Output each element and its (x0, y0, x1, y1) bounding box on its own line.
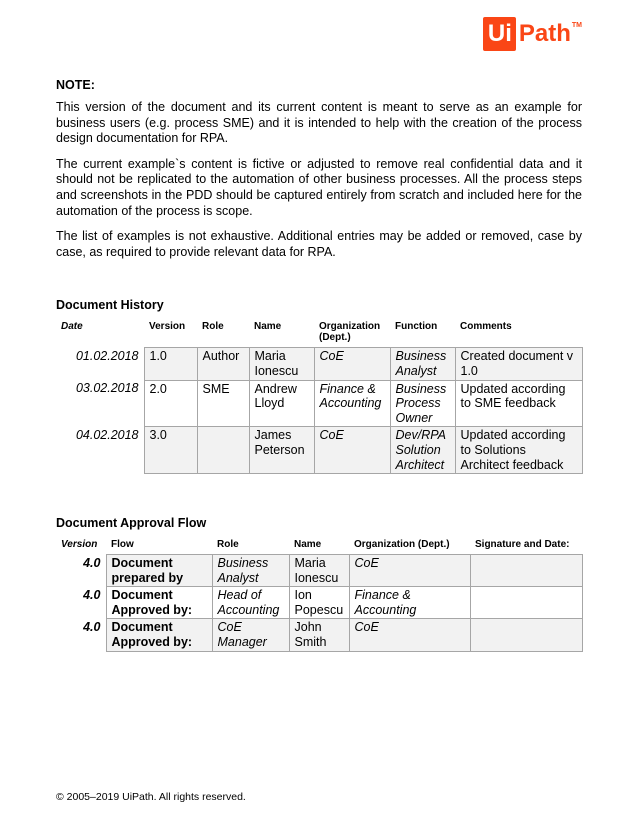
cell-organization: Finance & Accounting (349, 587, 470, 619)
cell-function: Business Analyst (390, 348, 455, 380)
approval-header-row (56, 530, 582, 555)
table-row (56, 587, 582, 619)
cell-organization: CoE (349, 619, 470, 651)
document-history-header-row (56, 312, 582, 348)
cell-date: 01.02.2018 (56, 348, 144, 380)
note-paragraph-2: The current example`s content is fictive or adjusted to remove real confidential data and it should not be replicated to the automation of other business processes. All the process steps and screenshots in the PDD should be captured entirely from scratch and included here for the automation of the process is scope. (56, 156, 582, 218)
copyright-footer: © 2005–2019 UiPath. All rights reserved. (56, 791, 246, 803)
cell-organization: Finance & Accounting (314, 380, 390, 427)
header-name: Name (294, 539, 322, 551)
note-paragraph-3: The list of examples is not exhaustive. Additional entries may be added or removed, case by case, as required to provide relevant data for RPA. (56, 229, 582, 259)
cell-version: 4.0 (56, 587, 106, 619)
header-name: Name (254, 321, 282, 333)
cell-role (197, 427, 249, 474)
document-body (56, 78, 582, 652)
cell-flow: Document Approved by: (106, 619, 212, 651)
cell-comments: Created document v 1.0 (455, 348, 582, 380)
logo-box-text: Ui (483, 17, 516, 51)
cell-version: 4.0 (56, 619, 106, 651)
table-row (56, 427, 582, 474)
cell-signature[interactable] (470, 555, 582, 587)
cell-name: Andrew Lloyd (249, 380, 314, 427)
header-organization: Organization (Dept.) (319, 321, 381, 344)
uipath-logo (483, 17, 582, 51)
header-comments: Comments (460, 321, 512, 333)
document-history-title: Document History (56, 298, 164, 313)
cell-date: 04.02.2018 (56, 427, 144, 474)
approval-flow-table (56, 530, 583, 652)
cell-role: SME (197, 380, 249, 427)
logo-rest-text: Path (518, 20, 571, 47)
header-role: Role (202, 321, 224, 333)
cell-version: 3.0 (144, 427, 197, 474)
document-history-table (56, 312, 583, 474)
header-version: Version (149, 321, 186, 333)
cell-role: Head of Accounting (212, 587, 289, 619)
header-function: Function (395, 321, 438, 333)
header-organization: Organization (Dept.) (354, 539, 450, 551)
cell-version: 4.0 (56, 555, 106, 587)
cell-role: CoE Manager (212, 619, 289, 651)
note-paragraph-1: This version of the document and its current content is meant to serve as an example for business users (e.g. process SME) and it is intended to help with the creation of the process design documentation for RPA. (56, 100, 582, 146)
cell-name: Maria Ionescu (289, 555, 349, 587)
cell-organization: CoE (314, 427, 390, 474)
cell-comments: Updated according to Solutions Architect feedback (455, 427, 582, 474)
note-title: NOTE: (56, 78, 95, 92)
cell-name: Ion Popescu (289, 587, 349, 619)
header-date: Date (61, 321, 83, 333)
table-row (56, 619, 582, 651)
cell-flow: Document prepared by (106, 555, 212, 587)
cell-organization: CoE (314, 348, 390, 380)
header-version: Version (61, 539, 98, 551)
header-role: Role (217, 539, 239, 551)
table-row (56, 348, 582, 380)
table-row (56, 380, 582, 427)
cell-flow: Document Approved by: (106, 587, 212, 619)
cell-version: 1.0 (144, 348, 197, 380)
cell-signature[interactable] (470, 619, 582, 651)
cell-signature[interactable] (470, 587, 582, 619)
cell-name: John Smith (289, 619, 349, 651)
cell-function: Business Process Owner (390, 380, 455, 427)
header-flow: Flow (111, 539, 134, 551)
cell-name: James Peterson (249, 427, 314, 474)
cell-role: Business Analyst (212, 555, 289, 587)
cell-name: Maria Ionescu (249, 348, 314, 380)
cell-version: 2.0 (144, 380, 197, 427)
cell-organization: CoE (349, 555, 470, 587)
logo-trademark: TM (571, 22, 582, 29)
table-row (56, 555, 582, 587)
cell-role: Author (197, 348, 249, 380)
cell-date: 03.02.2018 (56, 380, 144, 427)
header-signature: Signature and Date: (475, 539, 570, 551)
cell-function: Dev/RPA Solution Architect (390, 427, 455, 474)
approval-flow-title: Document Approval Flow (56, 516, 207, 531)
cell-comments: Updated according to SME feedback (455, 380, 582, 427)
